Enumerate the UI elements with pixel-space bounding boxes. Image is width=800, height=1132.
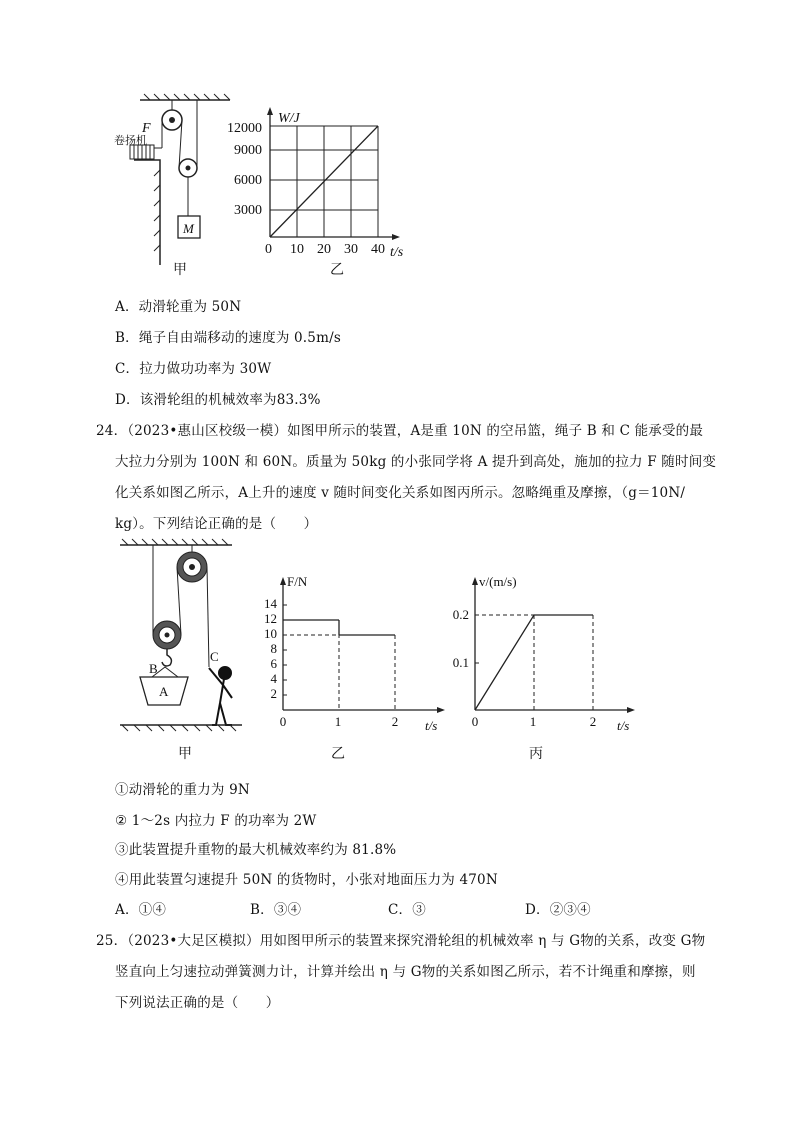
f-t-ytick: 4 xyxy=(270,671,277,686)
v-t-xtick: 0 xyxy=(471,714,479,729)
w-t-xlabel: t/s xyxy=(390,245,404,260)
v-t-ytick: 0.1 xyxy=(452,655,469,670)
q25-stem-line: 25．（2023•大足区模拟）用如图甲所示的装置来探究滑轮组的机械效率 η 与 G物的关系，改变 G物 xyxy=(96,933,706,949)
w-t-xtick: 30 xyxy=(344,242,358,257)
fig24-caption-yi: 乙 xyxy=(331,746,345,762)
q24-statement: ③此装置提升重物的最大机械效率约为 81.8% xyxy=(115,842,397,858)
wall-hatch xyxy=(134,160,160,265)
w-t-xtick: 20 xyxy=(317,242,331,257)
q24-stem-line: 大拉力分别为 100N 和 60N。质量为 50kg 的小张同学将 A 提升到高处，施加的拉力 F 随时间变 xyxy=(115,454,717,470)
f-t-ytick: 6 xyxy=(270,656,277,671)
force-label: F xyxy=(142,121,151,136)
w-t-ytick: 6000 xyxy=(234,173,262,188)
q24-option-c: C．③ xyxy=(388,902,426,918)
q24-option-b: B．③④ xyxy=(250,902,302,918)
w-t-ytick: 3000 xyxy=(234,203,262,218)
f-t-ytick: 10 xyxy=(264,626,277,641)
ropes xyxy=(162,100,197,168)
w-t-origin: 0 xyxy=(265,242,272,257)
q24-option-d: D．②③④ xyxy=(525,902,591,918)
q23-option-c: C．拉力做功功率为 30W xyxy=(115,361,272,377)
v-t-xtick: 2 xyxy=(589,714,597,729)
winch xyxy=(130,145,162,159)
fig23-caption-yi: 乙 xyxy=(330,262,344,278)
f-t-ytick: 14 xyxy=(264,596,277,611)
w-t-graph xyxy=(227,107,404,260)
person-figure xyxy=(209,667,232,725)
fixed-pulley xyxy=(177,545,207,582)
w-t-xtick: 10 xyxy=(290,242,304,257)
q24-stem-line: kg）。下列结论正确的是（ ） xyxy=(115,516,318,532)
q24-stem-line: 24．（2023•惠山区校级一模）如图甲所示的装置，A是重 10N 的空吊篮，绳子 B 和 C 能承受的最 xyxy=(96,423,704,439)
v-t-xtick: 1 xyxy=(529,714,537,729)
fig24-caption-bing: 丙 xyxy=(529,746,543,762)
w-t-ytick: 12000 xyxy=(227,121,262,136)
w-t-ytick: 9000 xyxy=(234,143,262,158)
ceiling-hatch xyxy=(140,94,230,100)
v-t-ylabel: v/(m/s) xyxy=(479,574,517,589)
movable-pulley xyxy=(179,159,197,216)
f-t-xlabel: t/s xyxy=(425,718,438,733)
v-t-ytick: 0.2 xyxy=(452,607,469,622)
q23-option-b: B．绳子自由端移动的速度为 0.5m/s xyxy=(115,330,341,346)
f-t-ytick: 12 xyxy=(264,611,277,626)
q24-graph-f-t xyxy=(255,570,455,740)
mass-label: M xyxy=(183,221,194,236)
f-t-xtick: 1 xyxy=(334,714,342,729)
f-t-xtick: 0 xyxy=(279,714,287,729)
rope-b-label: B xyxy=(149,661,158,676)
fixed-pulley xyxy=(162,100,182,130)
q23-option-d: D．该滑轮组的机械效率为83.3% xyxy=(115,392,321,408)
f-t-xtick: 2 xyxy=(391,714,399,729)
movable-pulley xyxy=(153,621,181,666)
fig24-caption-jia: 甲 xyxy=(178,746,192,762)
winch-label: 卷扬机 xyxy=(114,135,147,147)
q24-option-a: A．①④ xyxy=(115,902,167,918)
f-t-ytick: 2 xyxy=(270,686,277,701)
f-t-ytick: 8 xyxy=(270,641,277,656)
basket-label: A xyxy=(159,684,169,699)
w-t-ylabel: W/J xyxy=(278,111,300,126)
q24-stem-line: 化关系如图乙所示，A上升的速度 v 随时间变化关系如图丙所示。忽略绳重及摩擦，（g＝10N/ xyxy=(115,485,686,501)
floor-hatch xyxy=(120,725,242,731)
q25-stem-line: 竖直向上匀速拉动弹簧测力计，计算并绘出 η 与 G物的关系如图乙所示，若不计绳重和摩擦，则 xyxy=(115,964,696,980)
q23-option-a: A．动滑轮重为 50N xyxy=(115,299,242,315)
q23-figure xyxy=(110,90,430,275)
v-t-xlabel: t/s xyxy=(617,718,630,733)
fig23-caption-jia: 甲 xyxy=(173,262,187,278)
q25-stem-line: 下列说法正确的是（ ） xyxy=(115,995,280,1011)
w-t-xtick: 40 xyxy=(371,242,385,257)
q24-statement: ④用此装置匀速提升 50N 的货物时，小张对地面压力为 470N xyxy=(115,872,498,888)
q24-statement: ② 1～2s 内拉力 F 的功率为 2W xyxy=(115,813,317,829)
ceiling-hatch xyxy=(120,539,232,545)
q24-graph-v-t xyxy=(445,570,645,740)
q24-statement: ①动滑轮的重力为 9N xyxy=(115,782,250,798)
rope-c-label: C xyxy=(210,649,219,664)
q24-figure-jia xyxy=(112,535,252,735)
f-t-ylabel: F/N xyxy=(287,574,308,589)
